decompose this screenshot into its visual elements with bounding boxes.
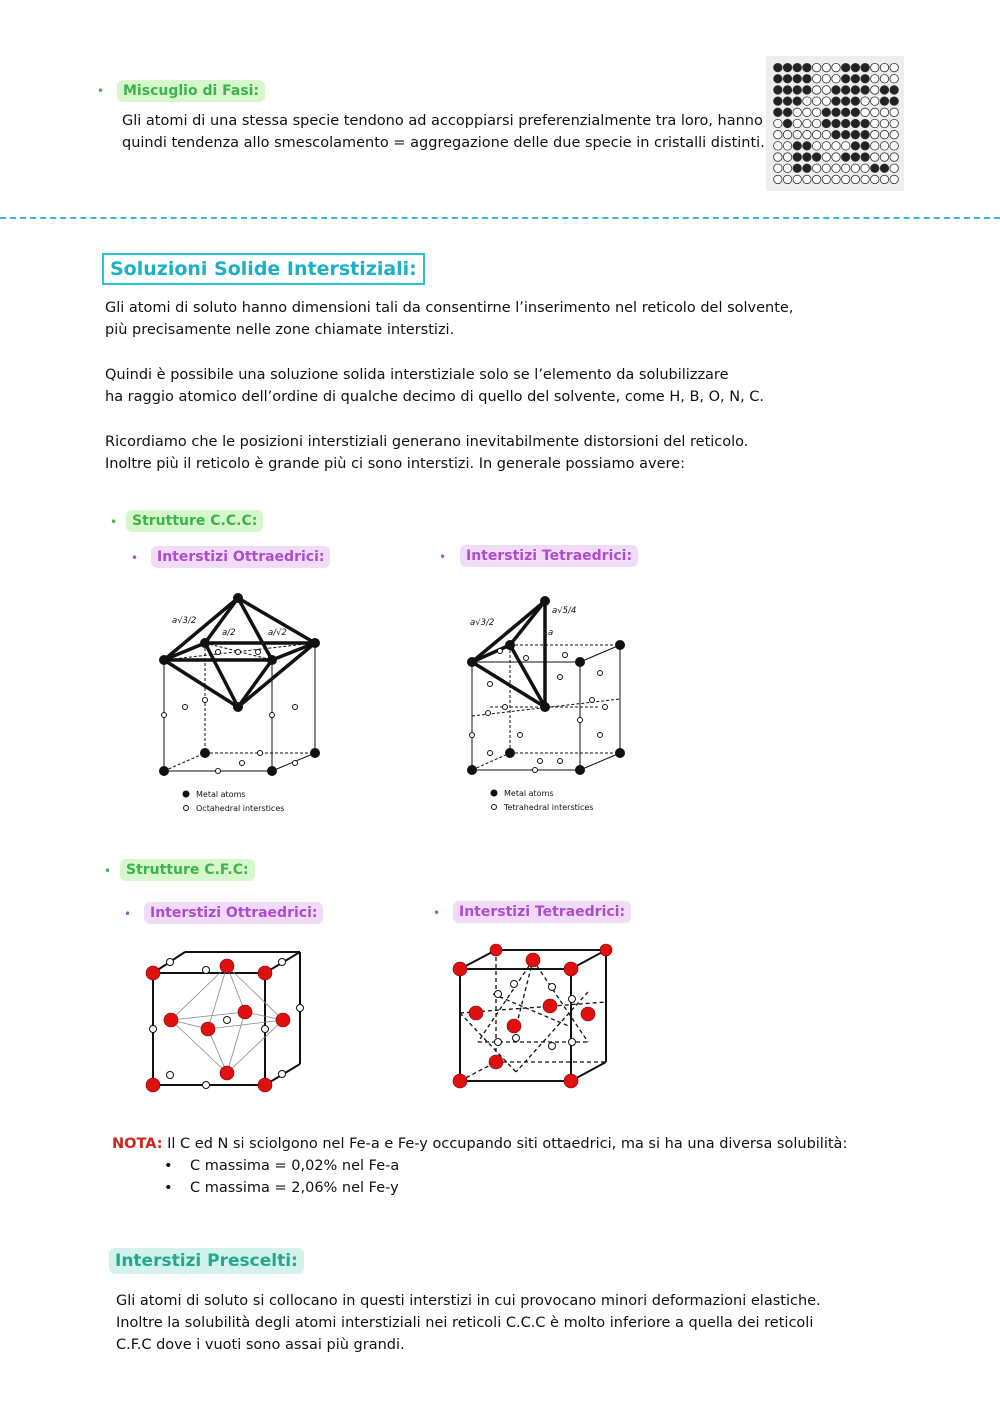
bcc-tet-dim-3: a (548, 628, 554, 638)
paragraph-2-line-1: Quindi è possibile una soluzione solida interstiziale solo se l’elemento da solubilizzare (105, 367, 729, 383)
nota-item-2: • C massima = 2,06% nel Fe-y (164, 1177, 399, 1199)
bullet-icon: • (124, 907, 132, 921)
solvent-atom (783, 142, 791, 150)
solute-atom (861, 119, 869, 127)
solute-atom (803, 153, 811, 161)
ccc-tet-label: Interstizi Tetraedrici: (460, 545, 638, 567)
solvent-atom (812, 97, 820, 105)
solvent-atom (774, 175, 782, 183)
solvent-atom (871, 63, 879, 71)
cfc-oct-label: Interstizi Ottraedrici: (144, 902, 323, 924)
solute-atom (803, 63, 811, 71)
solvent-atom (880, 63, 888, 71)
bullet-icon: • (433, 906, 441, 920)
solvent-atom (783, 164, 791, 172)
solute-atom (841, 119, 849, 127)
solvent-atom (871, 108, 879, 116)
bullet-icon: • (439, 550, 447, 564)
solvent-atom (793, 119, 801, 127)
solvent-atom (812, 164, 820, 172)
solvent-atom (890, 164, 898, 172)
solvent-atom (832, 142, 840, 150)
solvent-atom (812, 119, 820, 127)
solute-atom (851, 119, 859, 127)
solvent-atom (812, 63, 820, 71)
solute-atom (822, 119, 830, 127)
solvent-atom (890, 119, 898, 127)
solute-atom (803, 86, 811, 94)
solute-atom (861, 75, 869, 83)
solute-atom (841, 97, 849, 105)
bcc-tet-dim-2: a√5/4 (552, 606, 577, 616)
solvent-atom (841, 142, 849, 150)
solvent-atom (832, 63, 840, 71)
solvent-atom (783, 130, 791, 138)
nota-list (164, 1155, 399, 1199)
bullet-icon: • (104, 864, 112, 878)
solvent-atom (861, 108, 869, 116)
solute-atom (774, 97, 782, 105)
miscuglio-line-2: quindi tendenza allo smescolamento = aggregazione delle due specie in cristalli distinti. (122, 135, 765, 151)
solute-atom (832, 108, 840, 116)
solute-atom (803, 164, 811, 172)
solute-atom (851, 142, 859, 150)
bcc-oct-legend-metal: Metal atoms (196, 790, 246, 799)
solvent-atom (871, 97, 879, 105)
solute-atom (793, 142, 801, 150)
solvent-atom (880, 142, 888, 150)
nota-block (112, 1133, 847, 1155)
solvent-atom (851, 175, 859, 183)
solvent-atom (871, 130, 879, 138)
solvent-atom (793, 130, 801, 138)
nota-text: Il C ed N si sciolgono nel Fe-a e Fe-y occupando siti ottaedrici, ma si ha una diversa solubilità: (167, 1136, 848, 1152)
phase-mixture-figure (766, 56, 904, 191)
solvent-atom (890, 108, 898, 116)
solvent-atom (822, 86, 830, 94)
solute-atom (822, 108, 830, 116)
bcc-tet-dim-1: a√3/2 (470, 618, 495, 628)
bcc-octahedral-figure (150, 585, 340, 820)
nota-item-1: • C massima = 0,02% nel Fe-a (164, 1155, 399, 1177)
solute-atom (793, 75, 801, 83)
bullet-icon: • (131, 551, 139, 565)
solvent-atom (890, 63, 898, 71)
solute-atom (803, 75, 811, 83)
solvent-atom (822, 153, 830, 161)
solvent-atom (832, 175, 840, 183)
solute-atom (832, 119, 840, 127)
bcc-oct-dim-1: a√3/2 (172, 616, 197, 626)
solute-atom (851, 86, 859, 94)
solvent-atom (880, 153, 888, 161)
bcc-oct-legend-int: Octahedral interstices (196, 804, 285, 813)
solvent-atom (793, 175, 801, 183)
solvent-atom (841, 164, 849, 172)
solute-atom (774, 75, 782, 83)
solvent-atom (803, 108, 811, 116)
solute-atom (841, 130, 849, 138)
solvent-atom (812, 175, 820, 183)
solute-atom (861, 142, 869, 150)
solvent-atom (871, 153, 879, 161)
solvent-atom (832, 75, 840, 83)
solute-atom (774, 108, 782, 116)
solute-atom (793, 63, 801, 71)
solute-atom (861, 63, 869, 71)
cfc-tet-label: Interstizi Tetraedrici: (453, 901, 631, 923)
solute-atom (890, 97, 898, 105)
solute-atom (783, 97, 791, 105)
solute-atom (793, 164, 801, 172)
solute-atom (793, 153, 801, 161)
solvent-atom (822, 75, 830, 83)
solvent-atom (812, 142, 820, 150)
solute-atom (851, 63, 859, 71)
bcc-oct-dim-3: a/√2 (268, 628, 287, 638)
solute-atom (861, 153, 869, 161)
solvent-atom (871, 119, 879, 127)
solvent-atom (822, 164, 830, 172)
cfc-label: Strutture C.F.C: (120, 859, 255, 881)
solvent-atom (783, 175, 791, 183)
solute-atom (851, 97, 859, 105)
ccc-oct-label: Interstizi Ottraedrici: (151, 546, 330, 568)
solvent-atom (803, 175, 811, 183)
bcc-oct-dim-2: a/2 (222, 628, 236, 638)
prescelti-line-1: Gli atomi di soluto si collocano in questi interstizi in cui provocano minori deformazioni elastiche. (116, 1293, 821, 1309)
solute-atom (841, 75, 849, 83)
solvent-atom (890, 142, 898, 150)
paragraph-2-line-2: ha raggio atomico dell’ordine di qualche decimo di quello del solvente, come H, B, O, N, C. (105, 389, 765, 405)
prescelti-label: Interstizi Prescelti: (109, 1248, 304, 1274)
paragraph-3-line-2: Inoltre più il reticolo è grande più ci sono interstizi. In generale possiamo avere: (105, 456, 685, 472)
solute-atom (812, 153, 820, 161)
prescelti-line-2: Inoltre la solubilità degli atomi interstiziali nei reticoli C.C.C è molto inferiore a quella dei reticoli (116, 1315, 814, 1331)
miscuglio-line-1: Gli atomi di una stessa specie tendono ad accoppiarsi preferenzialmente tra loro, hanno (122, 113, 763, 129)
solvent-atom (812, 108, 820, 116)
solute-atom (851, 108, 859, 116)
bullet-icon: • (110, 515, 118, 529)
solvent-atom (803, 130, 811, 138)
paragraph-1-line-1: Gli atomi di soluto hanno dimensioni tali da consentirne l’inserimento nel reticolo del solvente, (105, 300, 794, 316)
solvent-atom (783, 153, 791, 161)
solvent-atom (880, 119, 888, 127)
solvent-atom (774, 164, 782, 172)
solute-atom (832, 97, 840, 105)
solute-atom (880, 86, 888, 94)
solute-atom (880, 97, 888, 105)
paragraph-1-line-2: più precisamente nelle zone chiamate interstizi. (105, 322, 455, 338)
solvent-atom (774, 130, 782, 138)
solute-atom (861, 130, 869, 138)
solute-atom (841, 86, 849, 94)
solute-atom (803, 142, 811, 150)
solvent-atom (774, 119, 782, 127)
nota-label: NOTA: (112, 1136, 163, 1152)
fcc-octahedral-figure (140, 942, 320, 1097)
solvent-atom (871, 86, 879, 94)
ccc-label: Strutture C.C.C: (126, 510, 263, 532)
section-title: Soluzioni Solide Interstiziali: (102, 253, 425, 285)
paragraph-3-line-1: Ricordiamo che le posizioni interstiziali generano inevitabilmente distorsioni del reticolo. (105, 434, 749, 450)
solute-atom (851, 130, 859, 138)
solvent-atom (803, 119, 811, 127)
solvent-atom (822, 97, 830, 105)
solute-atom (783, 86, 791, 94)
solvent-atom (832, 153, 840, 161)
solute-atom (841, 153, 849, 161)
solvent-atom (822, 130, 830, 138)
solvent-atom (861, 97, 869, 105)
solvent-atom (871, 175, 879, 183)
solvent-atom (880, 175, 888, 183)
bullet-icon: • (97, 84, 105, 98)
solute-atom (890, 86, 898, 94)
solvent-atom (890, 175, 898, 183)
solvent-atom (832, 164, 840, 172)
solute-atom (774, 63, 782, 71)
solvent-atom (841, 175, 849, 183)
solvent-atom (880, 75, 888, 83)
solvent-atom (812, 130, 820, 138)
bcc-tet-legend-int: Tetrahedral interstices (504, 803, 594, 812)
solute-atom (774, 86, 782, 94)
solvent-atom (890, 75, 898, 83)
bcc-tetrahedral-figure (460, 585, 640, 820)
solvent-atom (793, 108, 801, 116)
solvent-atom (822, 175, 830, 183)
solvent-atom (880, 130, 888, 138)
solvent-atom (812, 86, 820, 94)
solute-atom (783, 119, 791, 127)
solvent-atom (861, 164, 869, 172)
solvent-atom (774, 142, 782, 150)
solvent-atom (890, 153, 898, 161)
solvent-atom (851, 164, 859, 172)
solvent-atom (822, 142, 830, 150)
solvent-atom (890, 130, 898, 138)
solute-atom (841, 63, 849, 71)
fcc-tetrahedral-figure (448, 942, 623, 1097)
miscuglio-label: Miscuglio di Fasi: (117, 80, 265, 102)
solute-atom (851, 75, 859, 83)
solvent-atom (871, 75, 879, 83)
solute-atom (783, 108, 791, 116)
phase-grid-svg (766, 56, 904, 191)
solvent-atom (822, 63, 830, 71)
solvent-atom (774, 153, 782, 161)
solute-atom (783, 63, 791, 71)
solvent-atom (861, 175, 869, 183)
solute-atom (793, 97, 801, 105)
solute-atom (841, 108, 849, 116)
solute-atom (880, 164, 888, 172)
solute-atom (832, 130, 840, 138)
solute-atom (871, 164, 879, 172)
solute-atom (861, 86, 869, 94)
solute-atom (851, 153, 859, 161)
solute-atom (783, 75, 791, 83)
solvent-atom (812, 75, 820, 83)
solute-atom (793, 86, 801, 94)
bcc-tet-legend-metal: Metal atoms (504, 789, 554, 798)
solvent-atom (803, 97, 811, 105)
solvent-atom (871, 142, 879, 150)
solvent-atom (880, 108, 888, 116)
section-divider (0, 217, 1000, 219)
prescelti-line-3: C.F.C dove i vuoti sono assai più grandi. (116, 1337, 405, 1353)
solute-atom (832, 86, 840, 94)
